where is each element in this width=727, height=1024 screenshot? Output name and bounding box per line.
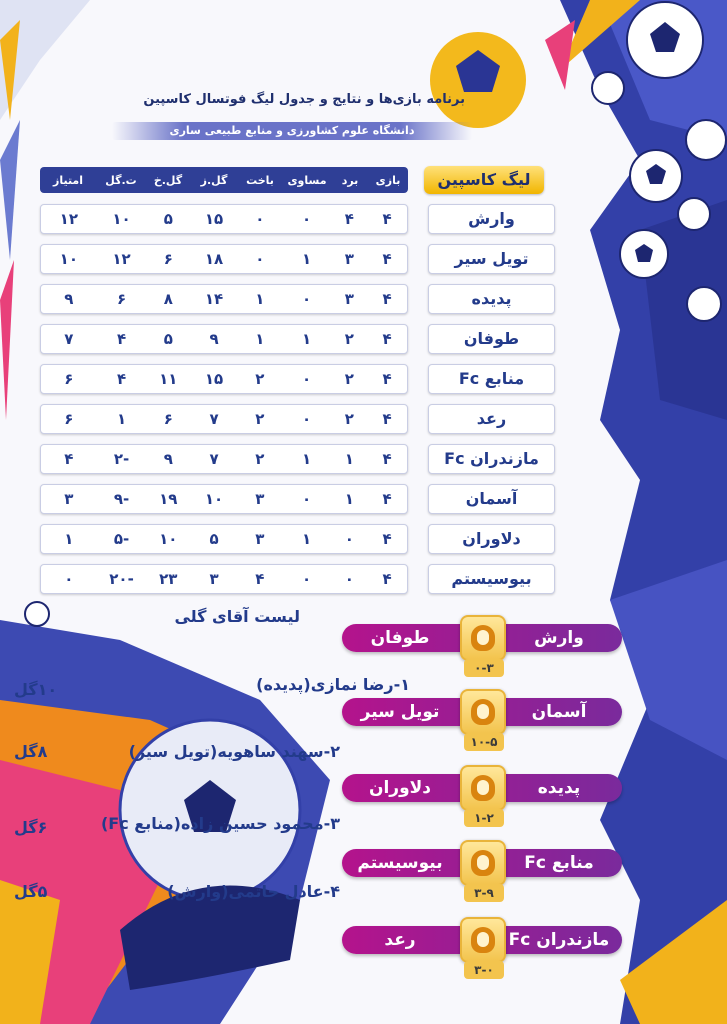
match-result [342,923,622,977]
cell-goals-against: ۱۹ [159,490,178,508]
home-team: مازندران Fc [508,930,610,950]
cell-won: ۰ [344,570,354,588]
col-header-goal-diff: ت.گل [105,173,137,187]
scorer-name: ۲-سهند ساهویه(تویل سیر) [128,742,340,761]
cell-goal-diff: -۹ [113,490,130,508]
col-header-goals-for: گل.ز [200,173,228,187]
cell-lost: ۰ [255,210,265,228]
team-name: مازندران Fc [428,444,555,474]
cell-played: ۴ [382,370,392,388]
cell-lost: ۰ [255,250,265,268]
standings-header [40,167,408,193]
match-score: ۱-۲ [464,809,504,827]
cell-drawn: ۰ [301,490,312,508]
match-score: ۱۰-۵ [464,733,504,751]
cell-goal-diff: ۱ [116,410,127,428]
cell-played: ۴ [382,250,392,268]
cell-drawn: ۱ [301,450,312,468]
away-team: رعد [384,930,416,950]
team-name: رعد [428,404,555,434]
scorer-goals: ۶گل [14,818,48,837]
cell-goals-against: ۶ [163,250,173,268]
cell-points: ۰ [64,570,74,588]
table-row [40,244,408,274]
cell-played: ۴ [382,450,392,468]
cell-drawn: ۰ [301,370,312,388]
cell-goals-for: ۱۰ [204,490,224,508]
scorer-goals: ۸گل [14,742,48,761]
top-scorers-title: لیست آقای گلی [174,607,300,626]
cell-lost: ۱ [255,330,265,348]
league-label: لیگ کاسپین [424,166,544,194]
cell-won: ۴ [344,210,354,228]
cell-points: ۱ [64,530,74,548]
page-subtitle: دانشگاه علوم کشاورزی و منابع طبیعی ساری [112,122,472,140]
away-team: تویل سیر [360,702,440,722]
team-name: پدیده [428,284,555,314]
cell-won: ۰ [344,530,354,548]
cell-drawn: ۰ [301,290,312,308]
cell-drawn: ۱ [301,330,312,348]
cell-goal-diff: ۱۲ [112,250,131,268]
cell-goals-for: ۵ [209,530,219,548]
cell-won: ۲ [344,410,354,428]
match-score: ۰-۳ [464,659,504,677]
cell-goal-diff: ۱۰ [112,210,131,228]
cell-lost: ۳ [255,530,265,548]
page-title: برنامه بازی‌ها و نتایج و جدول لیگ فوتسال کاسپین [143,92,465,107]
home-team: آسمان [531,702,587,722]
home-team: پدیده [537,778,581,798]
scorer-goals: ۱۰گل [14,680,58,699]
team-name: تویل سیر [428,244,555,274]
cell-won: ۲ [344,330,354,348]
cell-points: ۹ [64,290,74,308]
cell-played: ۴ [382,530,392,548]
cell-goals-for: ۱۵ [204,210,224,228]
team-name: وارش [428,204,555,234]
col-header-played: بازی [375,173,401,187]
scorer-goals: ۵گل [14,882,48,901]
cell-goal-diff: ۶ [116,290,127,308]
match-score: ۳-۰ [464,961,504,979]
cell-goals-for: ۱۴ [204,290,224,308]
match-result [342,621,622,675]
col-header-won: برد [341,173,359,187]
table-row [40,404,408,434]
team-name: منابع Fc [428,364,555,394]
team-name: طوفان [428,324,555,354]
league-emblem-icon [460,615,506,661]
cell-goal-diff: ۴ [116,330,127,348]
cell-played: ۴ [382,410,392,428]
col-header-goals-against: گل.خ [153,173,183,187]
cell-goals-for: ۳ [209,570,219,588]
cell-goals-for: ۷ [209,450,219,468]
col-header-lost: باخت [246,173,274,187]
cell-goals-against: ۱۱ [159,370,178,388]
league-emblem-icon [460,840,506,886]
cell-won: ۳ [344,290,354,308]
cell-points: ۱۰ [59,250,78,268]
match-result [342,846,622,900]
cell-drawn: ۰ [301,570,312,588]
team-name: آسمان [428,484,555,514]
cell-points: ۱۲ [59,210,78,228]
table-row [40,444,408,474]
cell-points: ۶ [64,410,74,428]
cell-goal-diff: ۴ [116,370,127,388]
cell-won: ۱ [344,490,354,508]
cell-goals-against: ۶ [163,410,173,428]
table-row [40,364,408,394]
table-row [40,284,408,314]
cell-lost: ۴ [255,570,265,588]
cell-goals-against: ۵ [163,330,173,348]
league-emblem-icon [460,917,506,963]
match-score: ۳-۹ [464,884,504,902]
cell-goals-against: ۲۳ [159,570,178,588]
cell-goals-against: ۵ [163,210,173,228]
cell-goal-diff: -۵ [113,530,130,548]
col-header-drawn: مساوی [287,173,327,187]
cell-drawn: ۱ [301,530,312,548]
cell-goal-diff: -۲ [113,450,130,468]
cell-lost: ۲ [255,410,265,428]
cell-played: ۴ [382,570,392,588]
scorer-name: ۴-عادل حاتمی(وارش) [167,882,340,901]
team-name: بیوسیستم [428,564,555,594]
league-emblem-icon [460,689,506,735]
col-header-points: امتیاز [52,173,84,187]
home-team: وارش [534,628,584,648]
cell-won: ۱ [344,450,354,468]
match-result [342,771,622,825]
cell-drawn: ۱ [301,250,312,268]
table-row [40,204,408,234]
cell-played: ۴ [382,490,392,508]
cell-won: ۳ [344,250,354,268]
scorer-name: ۱-رضا نمازی(پدیده) [256,675,410,694]
cell-lost: ۳ [255,490,265,508]
cell-goals-against: ۱۰ [159,530,178,548]
table-row [40,324,408,354]
cell-played: ۴ [382,210,392,228]
home-team: منابع Fc [524,853,594,873]
league-emblem-icon [460,765,506,811]
team-name: دلاوران [428,524,555,554]
away-team: بیوسیستم [357,853,443,873]
cell-goals-for: ۹ [209,330,219,348]
cell-points: ۷ [64,330,74,348]
cell-goals-for: ۱۸ [204,250,224,268]
cell-lost: ۱ [255,290,265,308]
cell-drawn: ۰ [301,210,312,228]
cell-goals-against: ۹ [163,450,173,468]
cell-won: ۲ [344,370,354,388]
cell-points: ۶ [64,370,74,388]
table-row [40,484,408,514]
cell-goal-diff: -۲۰ [109,570,134,588]
scorer-name: ۳-محمود حسین زاده(منابع Fc) [100,814,340,833]
match-result [342,695,622,749]
away-team: دلاوران [368,778,432,798]
table-row [40,564,408,594]
cell-goals-for: ۱۵ [204,370,224,388]
away-team: طوفان [370,628,430,648]
cell-points: ۴ [64,450,74,468]
cell-points: ۳ [64,490,74,508]
cell-played: ۴ [382,290,392,308]
cell-goals-against: ۸ [163,290,173,308]
cell-played: ۴ [382,330,392,348]
cell-lost: ۲ [255,450,265,468]
table-row [40,524,408,554]
cell-goals-for: ۷ [209,410,219,428]
cell-lost: ۲ [255,370,265,388]
cell-drawn: ۰ [301,410,312,428]
